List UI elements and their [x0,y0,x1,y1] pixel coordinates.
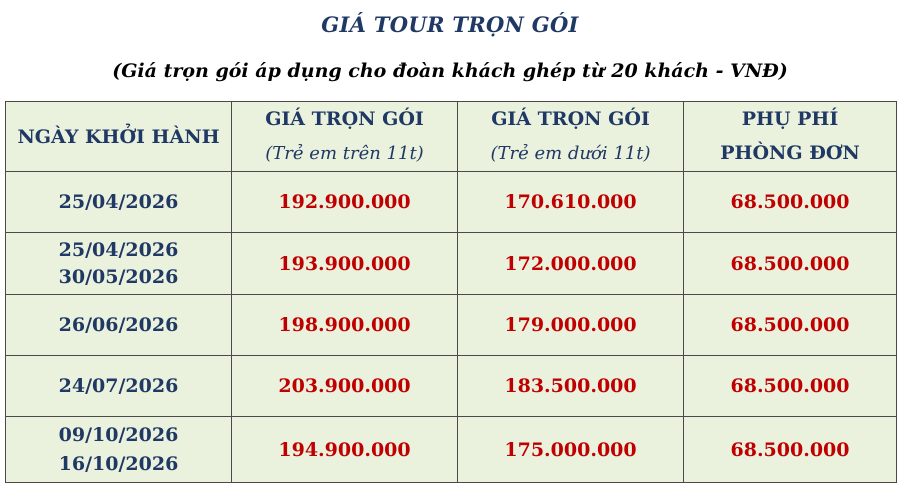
table-row [6,417,897,483]
adult-price-cell: 192.900.000 [232,172,458,233]
departure-date-cell [6,356,232,417]
single-surcharge-cell: 68.500.000 [684,295,897,356]
child-price-cell: 179.000.000 [458,295,684,356]
adult-price-cell: 194.900.000 [232,417,458,483]
departure-date-cell [6,295,232,356]
child-price-cell: 172.000.000 [458,233,684,295]
header-departure-date: NGÀY KHỞI HÀNH [6,102,232,172]
departure-date: 09/10/2026 [58,423,179,446]
header-child-price: GIÁ TRỌN GÓI [458,102,684,136]
child-price-cell: 170.610.000 [458,172,684,233]
departure-date: 30/05/2026 [58,265,179,288]
child-price-cell: 183.500.000 [458,356,684,417]
departure-date-cell [6,417,232,483]
single-surcharge-cell: 68.500.000 [684,233,897,295]
departure-date: 25/04/2026 [58,238,179,261]
header-adult-note: (Trẻ em trên 11t) [232,135,458,172]
table-row [6,356,897,417]
header-adult-price: GIÁ TRỌN GÓI [232,102,458,136]
table-header-row [6,102,897,136]
adult-price-cell: 203.900.000 [232,356,458,417]
single-surcharge-cell: 68.500.000 [684,172,897,233]
departure-date: 25/04/2026 [58,190,179,213]
adult-price-cell: 193.900.000 [232,233,458,295]
header-single-surcharge-line1: PHỤ PHÍ [684,102,897,136]
departure-date: 24/07/2026 [58,374,179,397]
departure-date-cell [6,233,232,295]
table-row [6,295,897,356]
adult-price-cell: 198.900.000 [232,295,458,356]
departure-date: 16/10/2026 [58,452,179,475]
table-row [6,172,897,233]
single-surcharge-cell: 68.500.000 [684,417,897,483]
child-price-cell: 175.000.000 [458,417,684,483]
page-subtitle: (Giá trọn gói áp dụng cho đoàn khách ghép từ 20 khách - VNĐ) [112,60,788,82]
page-title: GIÁ TOUR TRỌN GÓI [321,12,579,37]
header-child-note: (Trẻ em dưới 11t) [458,135,684,172]
departure-date-cell [6,172,232,233]
tour-price-table [5,101,897,483]
single-surcharge-cell: 68.500.000 [684,356,897,417]
header-single-surcharge-line2: PHÒNG ĐƠN [684,135,897,172]
table-row [6,233,897,295]
departure-date: 26/06/2026 [58,313,179,336]
